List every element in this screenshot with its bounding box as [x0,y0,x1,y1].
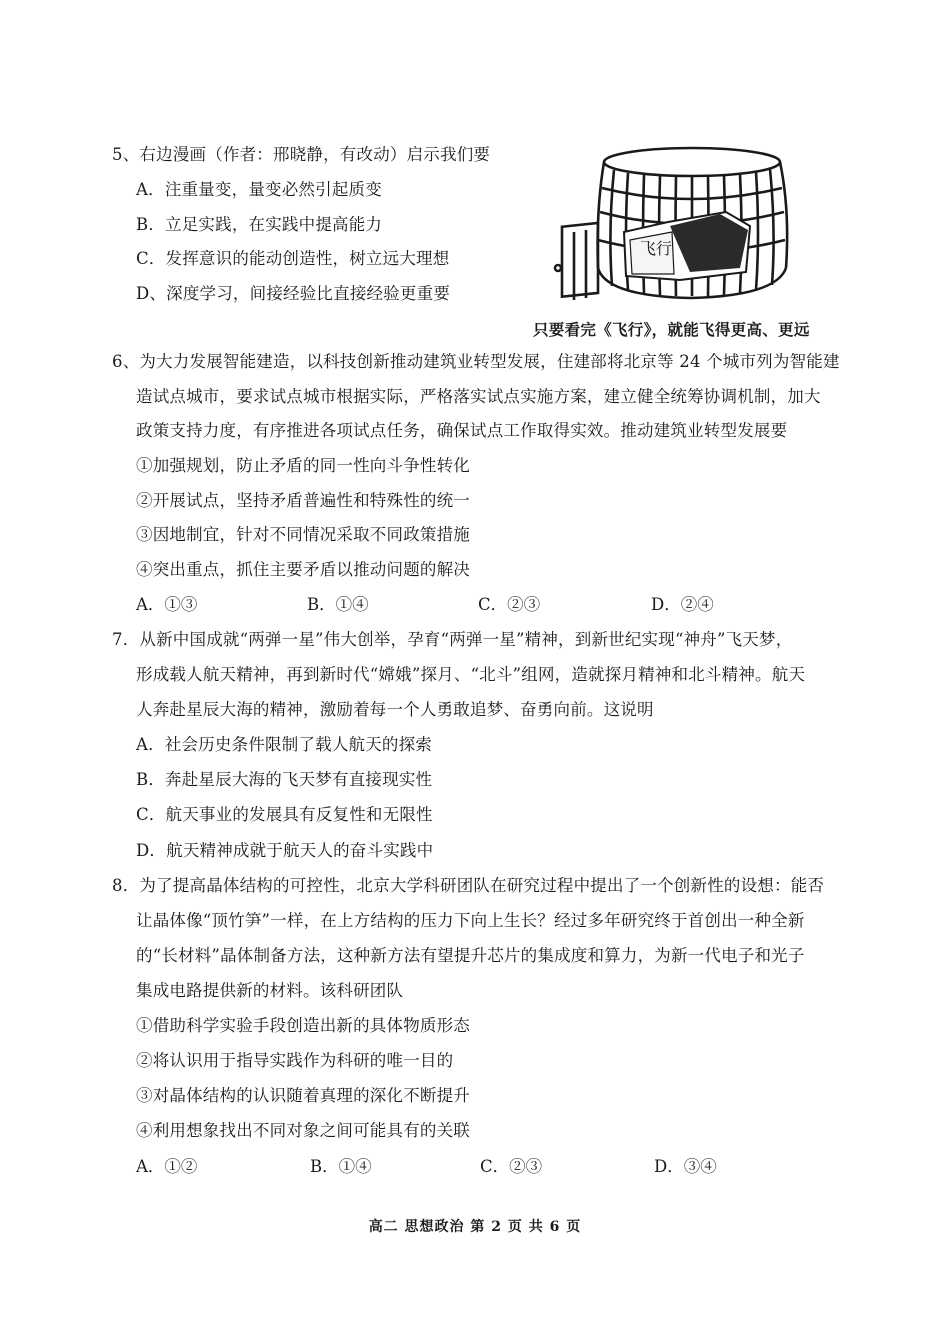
q6-choice-a: A．①③ [136,595,198,614]
q8-statement-3: ③对晶体结构的认识随着真理的深化不断提升 [136,1086,470,1105]
q5-option-c: C．发挥意识的能动创造性，树立远大理想 [136,249,450,268]
q7-option-d: D．航天精神成就于航天人的奋斗实践中 [136,841,434,860]
q8-choice-b: B．①④ [310,1157,372,1176]
q8-statement-1: ①借助科学实验手段创造出新的具体物质形态 [136,1016,470,1035]
q6-statement-3: ③因地制宜，针对不同情况采取不同政策措施 [136,525,470,544]
q7-stem-line-1: 7．从新中国成就“两弹一星”伟大创举，孕育“两弹一星”精神，到新世纪实现“神舟”飞天梦， [112,630,793,649]
cartoon-book-title: 飞行 [640,239,673,258]
q6-statement-4: ④突出重点，抓住主要矛盾以推动问题的解决 [136,560,470,579]
cartoon-caption: 只要看完《飞行》，就能飞得更高、更远 [533,321,810,339]
q6-statement-1: ①加强规划，防止矛盾的同一性向斗争性转化 [136,456,470,475]
q6-stem-line-2: 造试点城市，要求试点城市根据实际，严格落实试点实施方案，建立健全统筹协调机制，加大 [136,387,821,406]
q5-option-a: A．注重量变，量变必然引起质变 [136,180,382,199]
q5-option-d: D、深度学习，间接经验比直接经验更重要 [136,284,451,303]
q8-stem-line-4: 集成电路提供新的材料。该科研团队 [136,981,404,1000]
q8-choice-c: C．②③ [480,1157,543,1176]
q6-stem-line-1: 6、为大力发展智能建造，以科技创新推动建筑业转型发展，住建部将北京等 24 个城市列为智能建 [112,352,840,371]
q7-stem-line-2: 形成载人航天精神，再到新时代“嫦娥”探月、“北斗”组网，造就探月精神和北斗精神。航天 [136,665,806,684]
q7-option-b: B．奔赴星辰大海的飞天梦有直接现实性 [136,770,433,789]
q7-option-a: A．社会历史条件限制了载人航天的探索 [136,735,433,754]
q7-option-c: C．航天事业的发展具有反复性和无限性 [136,805,433,824]
q6-choice-b: B．①④ [307,595,369,614]
q8-choice-d: D．③④ [654,1157,717,1176]
q6-statement-2: ②开展试点，坚持矛盾普遍性和特殊性的统一 [136,491,470,510]
q8-statement-2: ②将认识用于指导实践作为科研的唯一目的 [136,1051,454,1070]
q6-choice-d: D．②④ [651,595,714,614]
q8-choice-a: A．①② [136,1157,198,1176]
q8-stem-line-1: 8．为了提高晶体结构的可控性，北京大学科研团队在研究过程中提出了一个创新性的设想：能否 [112,876,825,895]
q6-choice-c: C．②③ [478,595,541,614]
page-footer: 高二 思想政治 第 2 页 共 6 页 [368,1219,582,1235]
q8-stem-line-3: 的“长材料”晶体制备方法，这种新方法有望提升芯片的集成度和算力，为新一代电子和光子 [136,946,805,965]
q7-stem-line-3: 人奔赴星辰大海的精神，激励着每一个人勇敢追梦、奋勇向前。这说明 [136,700,654,719]
q8-statement-4: ④利用想象找出不同对象之间可能具有的关联 [136,1121,470,1140]
q6-stem-line-3: 政策支持力度，有序推进各项试点任务，确保试点工作取得实效。推动建筑业转型发展要 [136,421,788,440]
q8-stem-line-2: 让晶体像“顶竹笋”一样，在上方结构的压力下向上生长？经过多年研究终于首创出一种全新 [136,911,805,930]
q5-option-b: B．立足实践，在实践中提高能力 [136,215,383,234]
q5-stem: 5、右边漫画（作者：邢晓静，有改动）启示我们要 [112,145,491,164]
cartoon-birdcage-image [550,140,790,310]
